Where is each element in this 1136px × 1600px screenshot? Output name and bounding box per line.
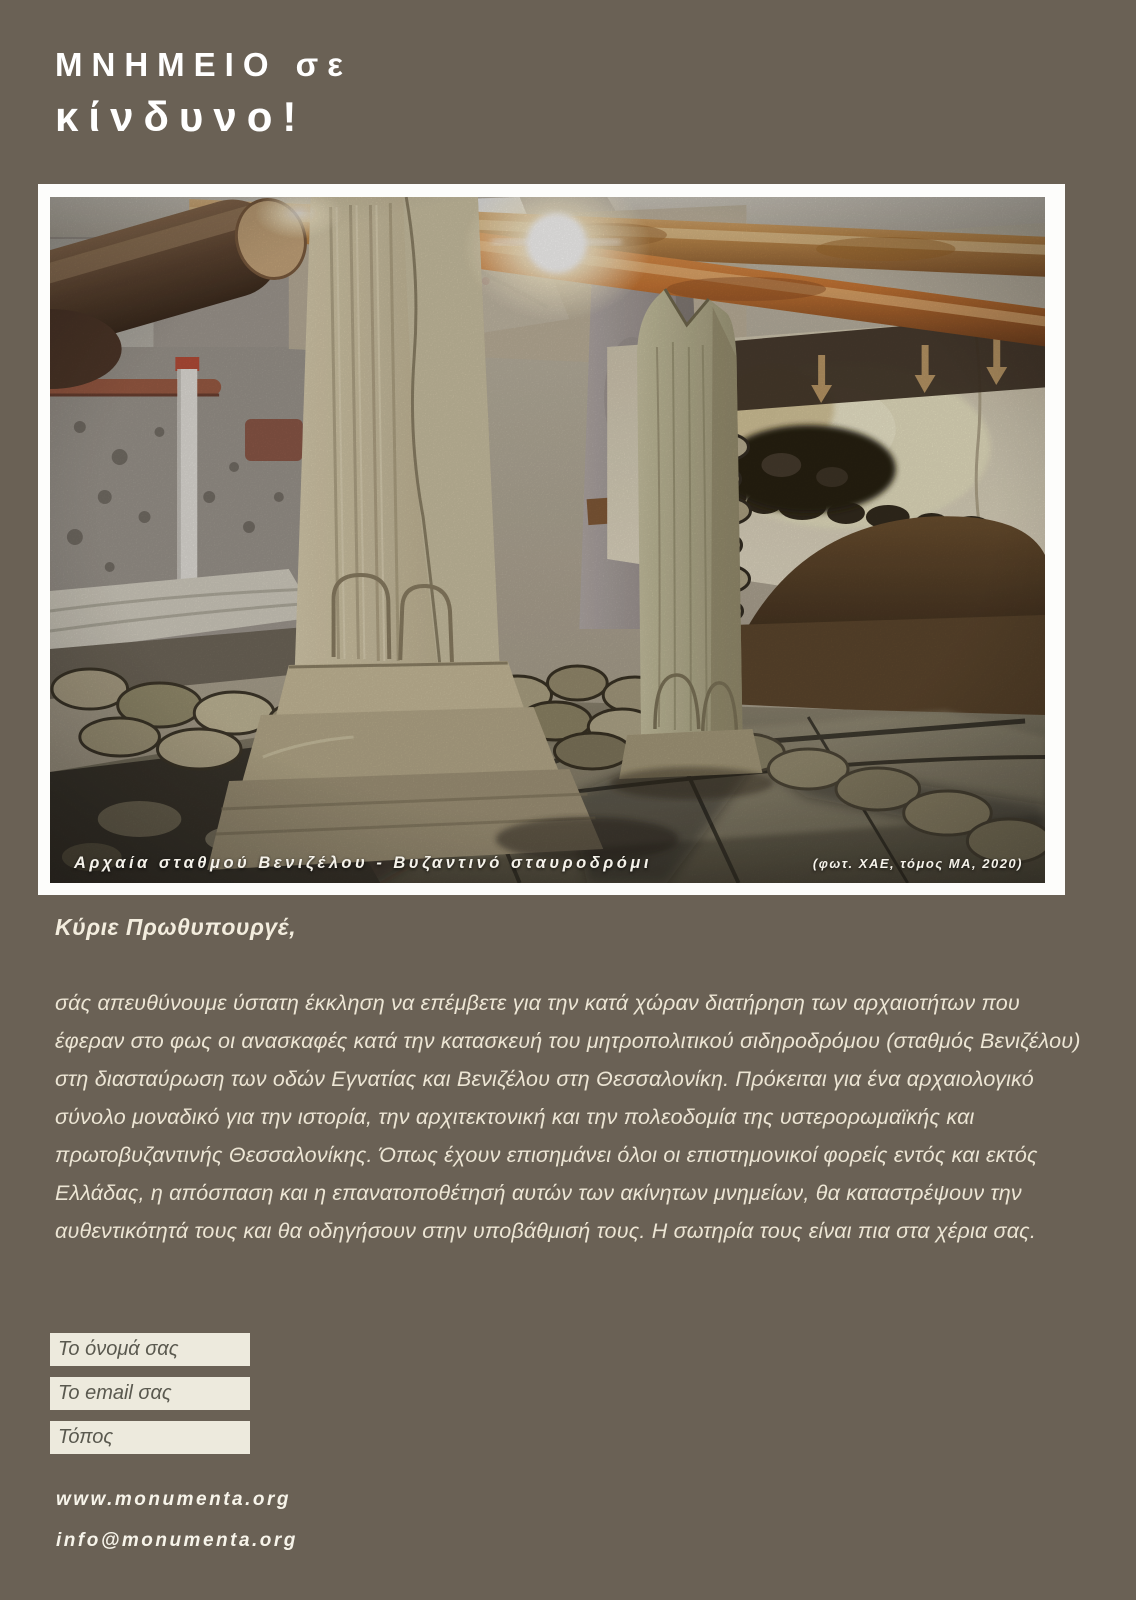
website-link[interactable]: www.monumenta.org	[56, 1489, 291, 1510]
email-link[interactable]: info@monumenta.org	[56, 1530, 298, 1551]
letter-body: σάς απευθύνουμε ύστατη έκκληση να επέμβετε για την κατά χώραν διατήρηση των αρχαιοτήτων που έφεραν στο φως οι ανασκαφές κατά την κατασκευή του μητροπολιτικού σιδηροδρόμου (σταθμός Βενιζέλου) στη διασταύρωση των οδών Εγνατίας και Βενιζέλου στη Θεσσαλονίκη. Πρόκειται για ένα αρχαιολογικό σύνολο μοναδικό για την ιστορία, την αρχιτεκτονική και την πολεοδομία της υστερορωμαϊκής και πρωτοβυζαντινής Θεσσαλονίκης. Όπως έχουν επισημάνει όλοι οι επιστημονικοί φορείς εντός και εκτός Ελλάδας, η απόσπαση και η επανατοποθέτησή αυτών των ακίνητων μνημείων, θα καταστρέψουν την αυθεντικότητά τους και θα οδηγήσουν στην υποβάθμισή τους. Η σωτηρία τους είναι πια στα χέρια σας.	[55, 991, 1081, 1243]
photo-frame	[38, 184, 1065, 895]
name-input[interactable]	[50, 1333, 250, 1366]
place-input[interactable]	[50, 1421, 250, 1454]
photo-caption-row	[74, 854, 1023, 873]
footer	[56, 1489, 298, 1571]
title-line-1: ΜΝΗΜΕΙΟ σε	[55, 46, 352, 83]
photo-caption: Αρχαία σταθμού Βενιζέλου - Βυζαντινό σταυροδρόμι	[74, 854, 652, 872]
title-line-2: κίνδυνο!	[55, 93, 307, 140]
page-title	[55, 48, 352, 138]
excavation-photo	[50, 197, 1045, 883]
excavation-photo-illustration	[50, 197, 1045, 883]
petition-form	[50, 1333, 250, 1465]
photo-credit: (φωτ. ΧΑΕ, τόμος ΜΑ, 2020)	[812, 856, 1023, 871]
email-input[interactable]	[50, 1377, 250, 1410]
letter-salutation: Κύριε Πρωθυπουργέ,	[55, 914, 297, 940]
